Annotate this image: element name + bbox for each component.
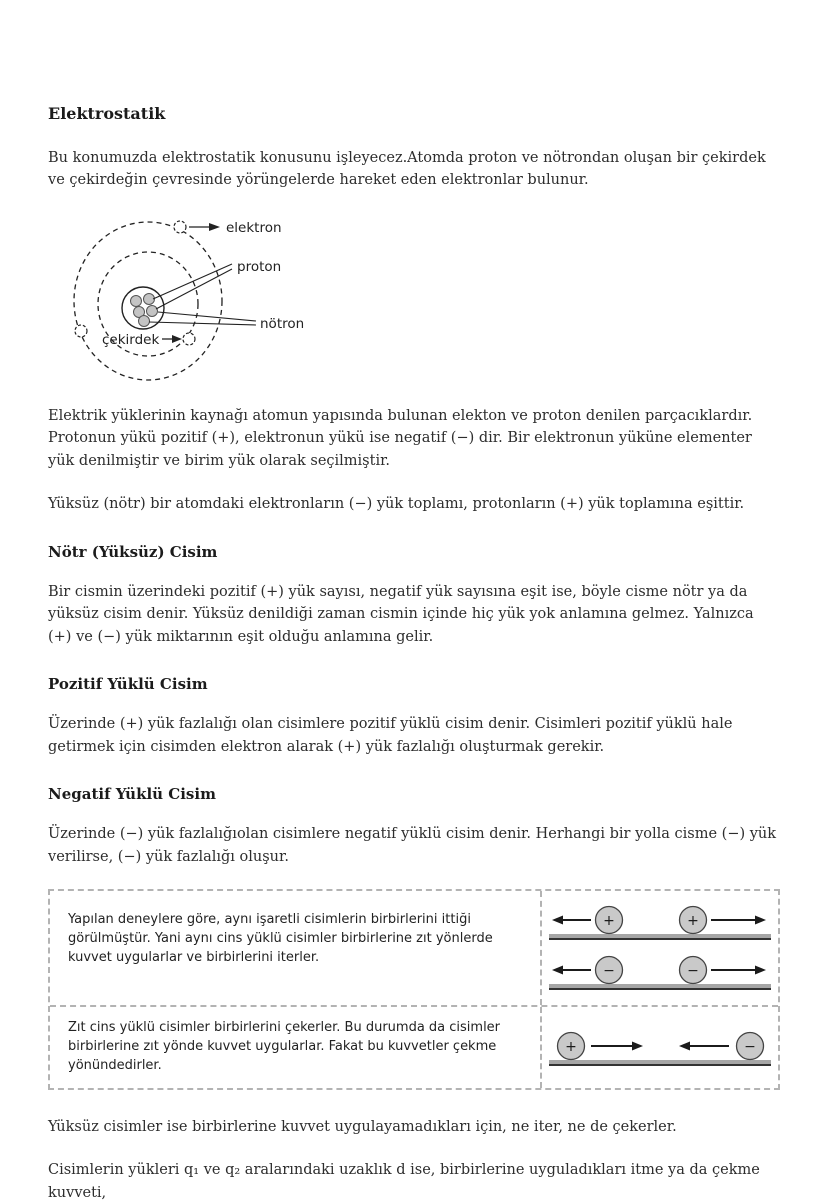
proton-label: proton	[237, 258, 282, 275]
notron-pointer	[149, 312, 304, 332]
track	[549, 1060, 771, 1064]
cekirdek-label: çekirdek	[102, 331, 160, 348]
elektron-label: elektron	[226, 219, 282, 236]
charge-ball-minus	[596, 957, 623, 984]
electron	[75, 325, 87, 337]
section-body-negatif: Üzerinde (−) yük fazlalığıolan cisimlere negatif yüklü cisim denir. Herhangi bir yolla cisme (−) yük verilirse, (−) yük fazlalığı oluşur.	[48, 826, 777, 865]
section-heading-negatif: Negatif Yüklü Cisim	[48, 785, 216, 804]
section-heading-notr: Nötr (Yüksüz) Cisim	[48, 542, 218, 561]
section-body-pozitif: Üzerinde (+) yük fazlalığı olan cisimlere pozitif yüklü cisim denir. Cisimleri pozitif yüklü hale getirmek için cisimden elektron alarak (+) yük fazlalığı oluşturmak gerekir.	[48, 716, 733, 755]
electron	[174, 221, 186, 233]
force-arrow-right	[591, 1042, 643, 1051]
nucleon	[131, 295, 142, 306]
charge-ball-plus	[596, 907, 623, 934]
no-force-paragraph: Yüksüz cisimler ise birbirlerine kuvvet uygulayamadıkları için, ne iter, ne de çekerler.	[48, 1118, 677, 1135]
arrowhead-icon	[755, 916, 766, 925]
repulsion-diagram-svg	[547, 900, 773, 996]
proton-pointer	[153, 259, 281, 309]
page-title: Elektrostatik	[48, 104, 166, 123]
exp-row-same-charges	[50, 891, 778, 1007]
charges-paragraph: Elektrik yüklerinin kaynağı atomun yapısında bulunan elekton ve proton denilen parçacıklardır. Protonun yükü pozitif (+), elektronun yükü ise negatif (−) dir. Bir elektronun yüküne elementer yük denilmiştir ve birim yük olarak seçilmiştir.	[48, 407, 753, 469]
section-body-notr: Bir cismin üzerindeki pozitif (+) yük sayısı, negatif yük sayısına eşit ise, böyle cisme nötr ya da yüksüz cisim denir. Yüksüz denildiği zaman cismin içinde hiç yük yok anlamına gelmez. Yalnızca (+) ve (−) yük miktarının eşit olduğu anlamına gelir.	[48, 583, 754, 645]
svg-text:−: −	[603, 963, 615, 980]
track	[549, 984, 771, 988]
force-arrow-left	[552, 916, 591, 925]
svg-text:−: −	[687, 963, 699, 980]
repulsion-diagram	[540, 891, 778, 1005]
force-arrow-right	[711, 966, 766, 975]
charge-ball-minus	[680, 957, 707, 984]
intro-paragraph: Bu konumuzda elektrostatik konusunu işleyecez.Atomda proton ve nötrondan oluşan bir çekirdek ve çekirdeğin çevresinde yörüngelerde hareket eden elektronlar bulunur.	[48, 150, 766, 189]
svg-text:+: +	[687, 913, 699, 930]
experiment-box	[48, 889, 780, 1090]
track	[549, 934, 771, 938]
charge-ball-plus	[558, 1033, 585, 1060]
arrowhead-icon	[679, 1042, 690, 1051]
force-arrow-left	[679, 1042, 729, 1051]
arrowhead-icon	[552, 916, 563, 925]
section-heading-pozitif: Pozitif Yüklü Cisim	[48, 675, 208, 694]
neutral-sum-paragraph: Yüksüz (nötr) bir atomdaki elektronların (−) yük toplamı, protonların (+) yük toplamına eşittir.	[48, 496, 745, 513]
exp-row-opposite-charges	[50, 1007, 778, 1088]
arrowhead-icon	[552, 966, 563, 975]
same-charges-text: Yapılan deneylere göre, aynı işaretli cisimlerin birbirlerini ittiği görülmüştür. Yani aynı cins yüklü cisimler birbirlerine zıt yönlerde kuvvet uygularlar ve birbirlerini iterler.	[68, 912, 493, 965]
elektron-pointer	[189, 220, 282, 236]
arrowhead-icon	[209, 223, 220, 231]
nucleon	[147, 305, 158, 316]
attraction-diagram	[540, 1007, 778, 1088]
attraction-diagram-svg	[547, 1024, 773, 1070]
track	[549, 1064, 771, 1066]
track	[549, 938, 771, 940]
nucleon	[139, 315, 150, 326]
charge-ball-minus	[737, 1033, 764, 1060]
notron-label: nötron	[260, 315, 305, 332]
charge-ball-plus	[680, 907, 707, 934]
arrowhead-icon	[755, 966, 766, 975]
force-arrow-left	[552, 966, 591, 975]
electron	[183, 333, 195, 345]
arrowhead-icon	[172, 335, 182, 343]
atom-diagram-svg	[60, 213, 370, 385]
force-arrow-right	[711, 916, 766, 925]
cekirdek-pointer	[102, 332, 182, 348]
svg-text:+: +	[565, 1039, 577, 1056]
svg-text:+: +	[603, 913, 615, 930]
coulomb-intro-paragraph: Cisimlerin yükleri q₁ ve q₂ aralarındaki uzaklık d ise, birbirlerine uyguladıkları itme ya da çekme kuvveti,	[48, 1162, 760, 1201]
track	[549, 988, 771, 990]
nucleon	[144, 293, 155, 304]
atom-diagram	[60, 213, 780, 389]
arrowhead-icon	[632, 1042, 643, 1051]
opposite-charges-text: Zıt cins yüklü cisimler birbirlerini çekerler. Bu durumda da cisimler birbirlerine zıt yönde kuvvet uygularlar. Fakat bu kuvvetler çekme yönündedirler.	[68, 1020, 501, 1073]
svg-text:−: −	[744, 1039, 756, 1056]
